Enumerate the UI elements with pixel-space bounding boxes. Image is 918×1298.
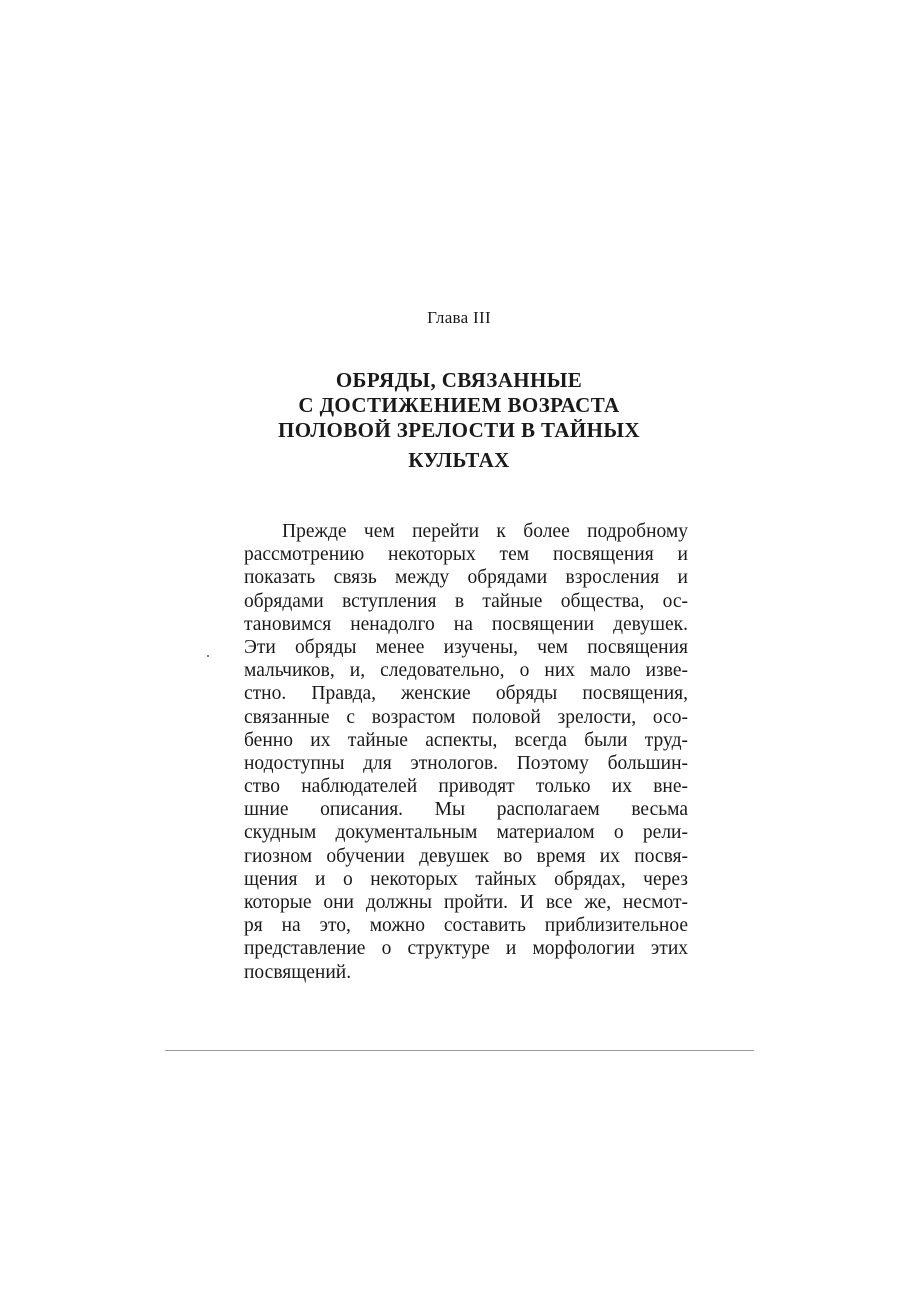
chapter-title-line: КУЛЬТАХ (408, 448, 510, 472)
chapter-title-line: С ДОСТИЖЕНИЕМ ВОЗРАСТА (298, 393, 620, 417)
body-paragraph (244, 520, 688, 984)
text-line: щения и о некоторых тайных обрядах, через (244, 868, 688, 890)
chapter-title-line: ОБРЯДЫ, СВЯЗАННЫЕ (335, 368, 583, 392)
text-line: бенно их тайные аспекты, всегда были труд- (244, 729, 688, 751)
page-divider (165, 1050, 754, 1051)
margin-dot (207, 655, 209, 657)
text-line: представление о структуре и морфологии этих (244, 938, 688, 960)
text-line: показать связь между обрядами взросления и (244, 567, 688, 589)
text-line: ря на это, можно составить приблизительное (244, 915, 688, 937)
text-line: связанные с возрастом половой зрелости, осо- (244, 706, 688, 728)
text-line: нодоступны для этнологов. Поэтому большин- (244, 752, 688, 774)
text-line: гиозном обучении девушек во время их посвя- (244, 845, 688, 867)
text-line: скудным документальным материалом о рели- (244, 822, 688, 844)
text-line: шние описания. Мы располагаем весьма (244, 799, 688, 821)
chapter-title (0, 368, 918, 473)
text-line: стно. Правда, женские обряды посвящения, (244, 683, 688, 705)
text-line: Прежде чем перейти к более подробному (282, 521, 688, 542)
text-line: рассмотрению некоторых тем посвящения и (244, 544, 688, 566)
text-line: ство наблюдателей приводят только их вне- (244, 776, 688, 798)
text-line: посвящений. (244, 961, 352, 983)
text-line: обрядами вступления в тайные общества, ос- (244, 590, 688, 612)
text-line: Эти обряды менее изучены, чем посвящения (244, 636, 688, 658)
text-line: тановимся ненадолго на посвящении девушек. (244, 613, 688, 635)
text-line: которые они должны пройти. И все же, несмот- (244, 892, 688, 913)
chapter-label: Глава III (427, 308, 491, 327)
chapter-title-line: ПОЛОВОЙ ЗРЕЛОСТИ В ТАЙНЫХ (277, 418, 640, 442)
text-line: мальчиков, и, следовательно, о них мало изве- (244, 660, 688, 682)
